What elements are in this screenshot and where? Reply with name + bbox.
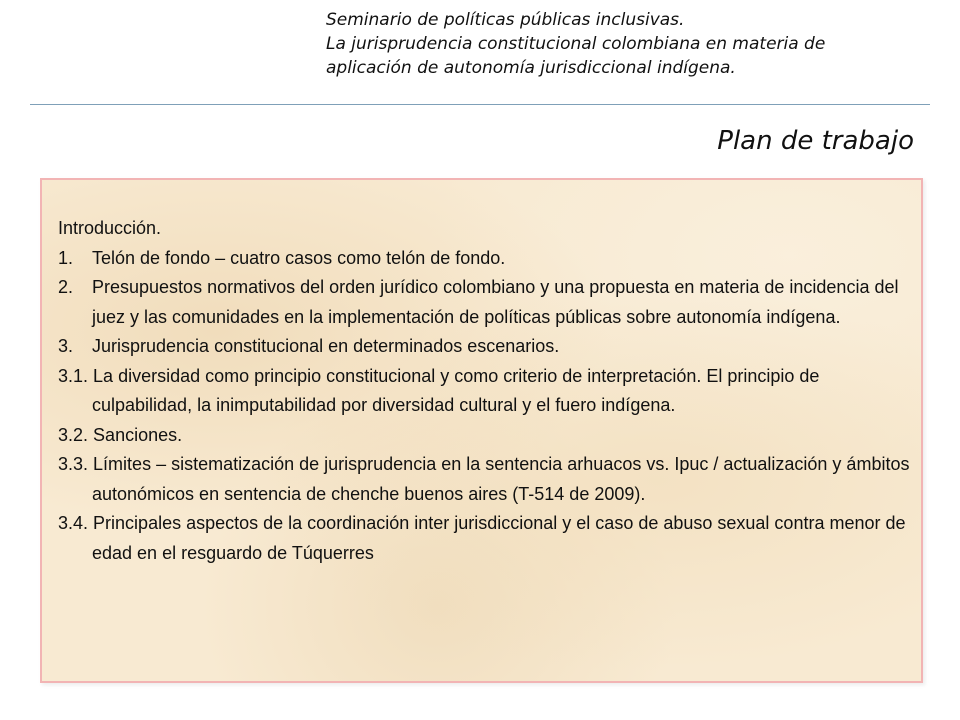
header-divider bbox=[30, 104, 930, 105]
outline-list bbox=[58, 214, 918, 568]
list-item-3-2 bbox=[58, 421, 918, 451]
list-item-number: 3.2. bbox=[58, 424, 89, 445]
list-item-text: Límites – sistematización de jurisprudencia en la sentencia arhuacos vs. Ipuc / actualización y ámbitos autonómicos en sentencia de chenche buenos aires (T-514 de 2009). bbox=[92, 454, 910, 504]
list-item-3-1 bbox=[58, 362, 918, 421]
header-line-1: Seminario de políticas públicas inclusivas. bbox=[326, 10, 685, 30]
list-item-number: 3.1. bbox=[58, 365, 89, 386]
list-item-text: Principales aspectos de la coordinación inter jurisdiccional y el caso de abuso sexual contra menor de edad en el resguardo de Túquerres bbox=[92, 513, 906, 563]
list-item-number: 3.3. bbox=[58, 454, 89, 474]
list-item-body bbox=[58, 450, 918, 509]
list-item-body bbox=[58, 421, 918, 451]
list-item-number: 2. bbox=[58, 277, 74, 297]
page-title: Plan de trabajo bbox=[717, 126, 914, 156]
list-item-1 bbox=[58, 244, 918, 274]
list-item-introduccion bbox=[58, 214, 918, 244]
list-item-number: 3. bbox=[58, 336, 74, 356]
list-item-number: 3.4. bbox=[58, 513, 89, 533]
list-item-3-3 bbox=[58, 450, 918, 509]
list-item-3-4 bbox=[58, 509, 918, 568]
list-item-text: Introducción. bbox=[58, 218, 162, 238]
header-line-3: aplicación de autonomía jurisdiccional indígena. bbox=[326, 58, 736, 78]
list-item-number: 1. bbox=[58, 247, 74, 268]
header-line-2: La jurisprudencia constitucional colombiana en materia de bbox=[326, 34, 826, 54]
list-item-2 bbox=[58, 273, 918, 332]
content-box bbox=[40, 178, 923, 683]
list-item-body bbox=[58, 509, 918, 568]
list-item-text: La diversidad como principio constitucional y como criterio de interpretación. El principio de culpabilidad, la inimputabilidad por diversidad cultural y el fuero indígena. bbox=[92, 365, 820, 415]
list-item-text: Presupuestos normativos del orden jurídico colombiano y una propuesta en materia de incidencia del juez y las comunidades en la implementación de políticas públicas sobre autonomía indígena. bbox=[92, 277, 899, 327]
list-item-body bbox=[58, 362, 918, 421]
list-item-text: Sanciones. bbox=[93, 424, 183, 445]
list-item-text: Jurisprudencia constitucional en determinados escenarios. bbox=[92, 336, 560, 356]
seminar-header bbox=[326, 8, 936, 80]
list-item-text: Telón de fondo – cuatro casos como telón de fondo. bbox=[92, 247, 506, 268]
list-item-3 bbox=[58, 332, 918, 362]
